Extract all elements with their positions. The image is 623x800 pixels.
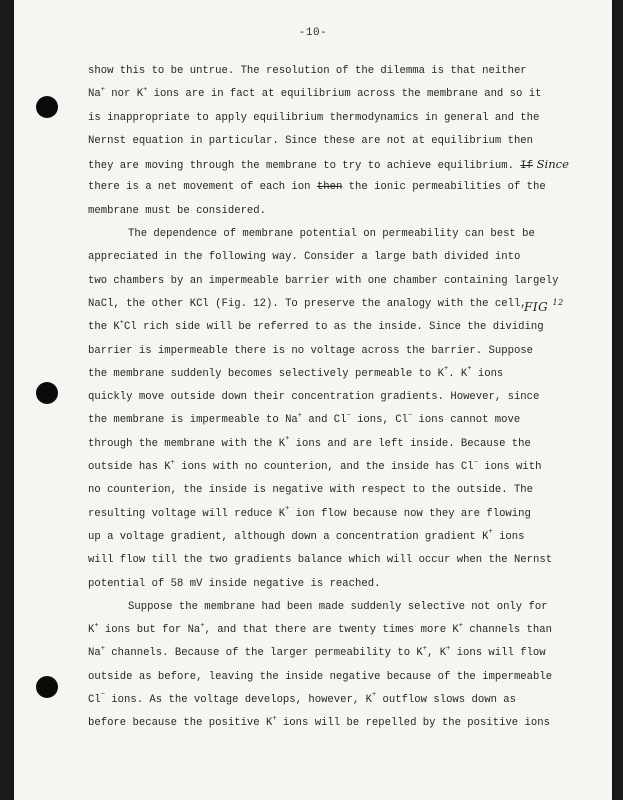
punch-hole — [36, 382, 58, 404]
text-line: the membrane suddenly becomes selectively permeable to K+. K+ ions — [88, 365, 504, 380]
text-line: The dependence of membrane potential on permeability can best be — [128, 228, 535, 241]
text-line: resulting voltage will reduce K+ ion flow because now they are flowing — [88, 505, 531, 520]
text-line: is inappropriate to apply equilibrium thermodynamics in general and the — [88, 111, 540, 124]
punch-hole — [36, 676, 58, 698]
text-line: outside has K+ ions with no counterion, and the inside has Cl− ions with — [88, 458, 542, 474]
text-line: Na+ channels. Because of the larger permeability to K+, K+ ions will flow — [88, 644, 546, 660]
text-line: the K+Cl rich side will be referred to as the inside. Since the dividing — [88, 318, 544, 334]
page-number: -10- — [298, 27, 328, 39]
document-page — [14, 0, 612, 800]
text-line: Suppose the membrane had been made suddenly selective not only for — [128, 600, 548, 613]
struck-word: then — [316, 181, 343, 194]
text-line: quickly move outside down their concentration gradients. However, since — [88, 391, 540, 404]
text-line: up a voltage gradient, although down a concentration gradient K+ ions — [88, 528, 525, 543]
handwritten-margin-note: FIG $^{12}$ — [524, 298, 564, 314]
text-line: the membrane is impermeable to Na+ and Cl− ions, Cl− ions cannot move — [88, 411, 521, 427]
text-line: two chambers by an impermeable barrier with one chamber containing largely — [88, 274, 559, 287]
text-line: before because the positive K+ ions will be repelled by the positive ions — [88, 714, 550, 730]
text-line: no counterion, the inside is negative with respect to the outside. The — [88, 484, 534, 497]
text-line: appreciated in the following way. Consider a large bath divided into — [88, 251, 521, 264]
text-line: membrane must be considered. — [88, 204, 267, 217]
text-line: Nernst equation in particular. Since these are not at equilibrium then — [88, 134, 534, 147]
text-line: Cl− ions. As the voltage develops, however, K+ outflow slows down as — [88, 691, 517, 707]
handwritten-correction: Since — [533, 157, 569, 172]
text-line: K+ ions but for Na+, and that there are twenty times more K+ channels than — [88, 621, 552, 637]
text-line: NaCl, the other KCl (Fig. 12). To preserve the analogy with the cell, — [88, 297, 527, 310]
text-line: there is a net movement of each ion then the ionic permeabilities of the — [88, 181, 546, 194]
text-line: potential of 58 mV inside negative is reached. — [88, 577, 381, 590]
text-line: Na+ nor K+ ions are in fact at equilibrium across the membrane and so it — [88, 85, 542, 101]
struck-word: If — [520, 160, 534, 173]
punch-hole — [36, 96, 58, 118]
text-line: through the membrane with the K+ ions and are left inside. Because the — [88, 435, 531, 450]
text-line: will flow till the two gradients balance which will occur when the Nernst — [88, 554, 553, 567]
text-line: barrier is impermeable there is no voltage across the barrier. Suppose — [88, 344, 534, 357]
text-line: show this to be untrue. The resolution of the dilemma is that neither — [88, 65, 527, 77]
text-line: they are moving through the membrane to try to achieve equilibrium. If Since — [88, 157, 569, 173]
text-line: outside as before, leaving the inside negative because of the impermeable — [88, 670, 553, 683]
body-text — [88, 60, 569, 736]
